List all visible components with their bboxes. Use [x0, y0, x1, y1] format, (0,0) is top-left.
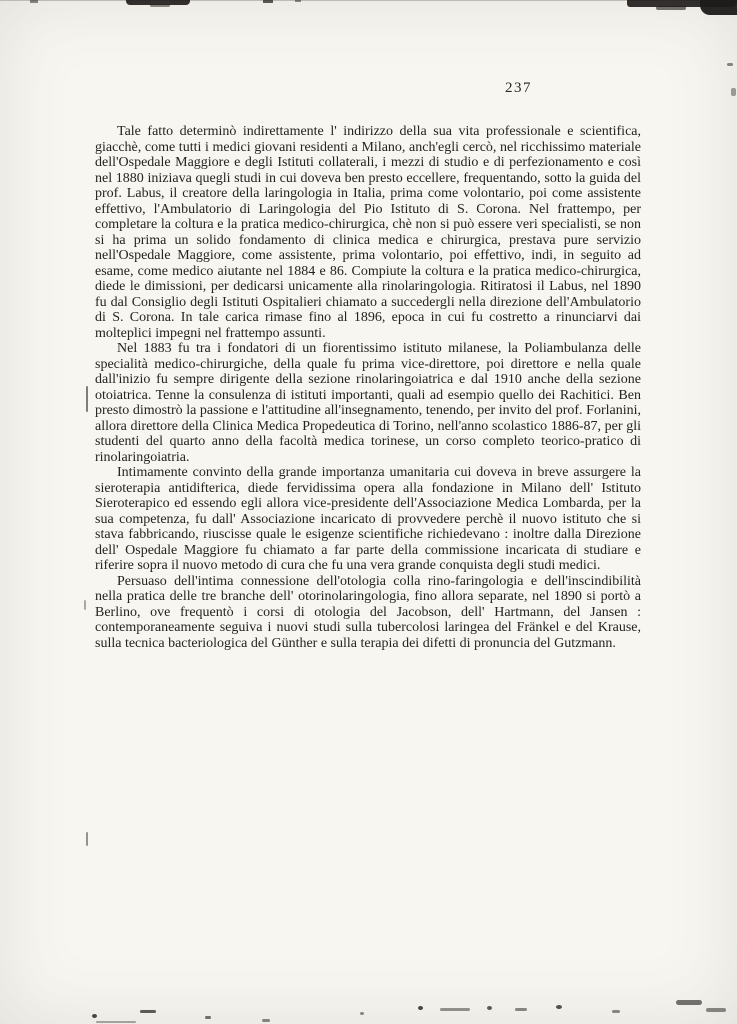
scan-artifact — [86, 386, 88, 412]
scan-artifact — [676, 1000, 702, 1005]
scan-artifact — [706, 1008, 726, 1012]
scan-artifact — [96, 1021, 136, 1023]
text-block — [95, 124, 641, 651]
scan-artifact — [700, 0, 737, 15]
scan-artifact — [727, 63, 733, 66]
scan-artifact — [140, 1010, 156, 1013]
scan-artifact — [92, 1014, 97, 1018]
paragraph-career-milan: Tale fatto determinò indirettamente l' indirizzo della sua vita professionale e scientifica, giacchè, come tutti i medici giovani residenti a Milano, anch'egli cercò, nel ricchissimo materiale dell'Ospedale Maggiore e degli Istituti collaterali, i mezzi di studio e di perfezionamento e così nel 1880 iniziava quegli studi in cui doveva ben presto eccellere, frequentando, sotto la guida del prof. Labus, il creatore della laringologia in Italia, prima come volontario, poi come assistente effettivo, l'Ambulatorio di Laringologia del Pio Istituto di S. Corona. Nel frattempo, per completare la coltura e la pratica medico-chirurgica, chè non si può essere veri specialisti, se non si ha prima un solido fondamento di clinica medica e chirurgica, prestava pure servizio nell'Ospedale Maggiore, come assistente, prima volontario, poi effettivo, indi, in seguito ad esame, come medico aiutante nel 1884 e 86. Compiute la coltura e la pratica medico-chirurgica, diede le dimissioni, per dedicarsi unicamente alla rinolaringologia. Ritiratosi il Labus, nel 1890 fu dal Consiglio degli Istituti Ospitalieri chiamato a succedergli nella direzione dell'Ambulatorio di S. Corona. In tale carica rimase fino al 1896, epoca in cui fu costretto a rinunciarvi dai molteplici impegni nel frattempo assunti. — [95, 124, 641, 341]
scan-artifact — [515, 1008, 527, 1011]
scan-artifact — [295, 0, 301, 2]
scan-artifact — [360, 1012, 364, 1015]
scan-artifact — [150, 4, 170, 7]
scan-artifact — [556, 1005, 562, 1009]
scan-artifact — [205, 1016, 211, 1019]
paragraph-sieroterapia: Intimamente convinto della grande importanza umanitaria cui doveva in breve assurgere la sieroterapia antidifterica, diede fervidissima opera alla fondazione in Milano dell' Istituto Sieroterapico ed essendo egli allora vice-presidente dell'Associazione Medica Lombarda, per la sua competenza, fu dall' Associazione incaricato di provvedere perchè il nuovo istituto che si stava fabbricando, riuscisse quale le esigenze scientifiche richiedevano : inoltre dalla Direzione dell' Ospedale Maggiore fu chiamato a far parte della commissione incaricata di studiare e riferire sopra il nuovo metodo di cura che fu una vera grande conquista degli studi medici. — [95, 465, 641, 573]
scan-artifact — [612, 1010, 620, 1013]
scan-artifact — [656, 6, 686, 10]
scan-artifact — [86, 832, 88, 846]
scan-artifact — [440, 1008, 470, 1011]
paragraph-poliambulanza: Nel 1883 fu tra i fondatori di un fiorentissimo istituto milanese, la Poliambulanza delle specialità medico-chirurgiche, della quale fu prima vice-direttore, poi direttore e nella quale dall'inizio fu sempre dirigente della sezione rinolaringoiatrica e dal 1910 anche della sezione otoiatrica. Tenne la consulenza di istituti importanti, quali ad esempio quello dei Rachitici. Ben presto dimostrò la passione e l'attitudine all'insegnamento, tenendo, per invito del prof. Forlanini, allora direttore della Clinica Medica Propedeutica di Torino, nell'anno scolastico 1886-87, per gli studenti del quarto anno della facoltà medica torinese, un corso completo teorico-pratico di rinolaringoiatria. — [95, 341, 641, 465]
scan-artifact — [263, 0, 273, 3]
scan-artifact — [418, 1006, 423, 1010]
scan-artifact — [262, 1019, 270, 1022]
page-number: 237 — [505, 80, 532, 96]
scan-artifact — [30, 0, 38, 3]
scan-artifact — [731, 88, 736, 96]
scan-artifact — [84, 600, 86, 610]
paragraph-berlino: Persuaso dell'intima connessione dell'otologia colla rino-faringologia e dell'inscindibilità nella pratica delle tre branche dell' otorinolaringologia, fino allora separate, nel 1890 si portò a Berlino, ove frequentò i corsi di otologia del Jacobson, dell' Hartmann, del Jansen : contemporaneamente seguiva i nuovi studi sulla tubercolosi laringea del Fränkel e del Krause, sulla tecnica bacteriologica del Günther e sulla terapia dei difetti di pronuncia del Gutzmann. — [95, 573, 641, 651]
scan-artifact — [487, 1006, 492, 1010]
